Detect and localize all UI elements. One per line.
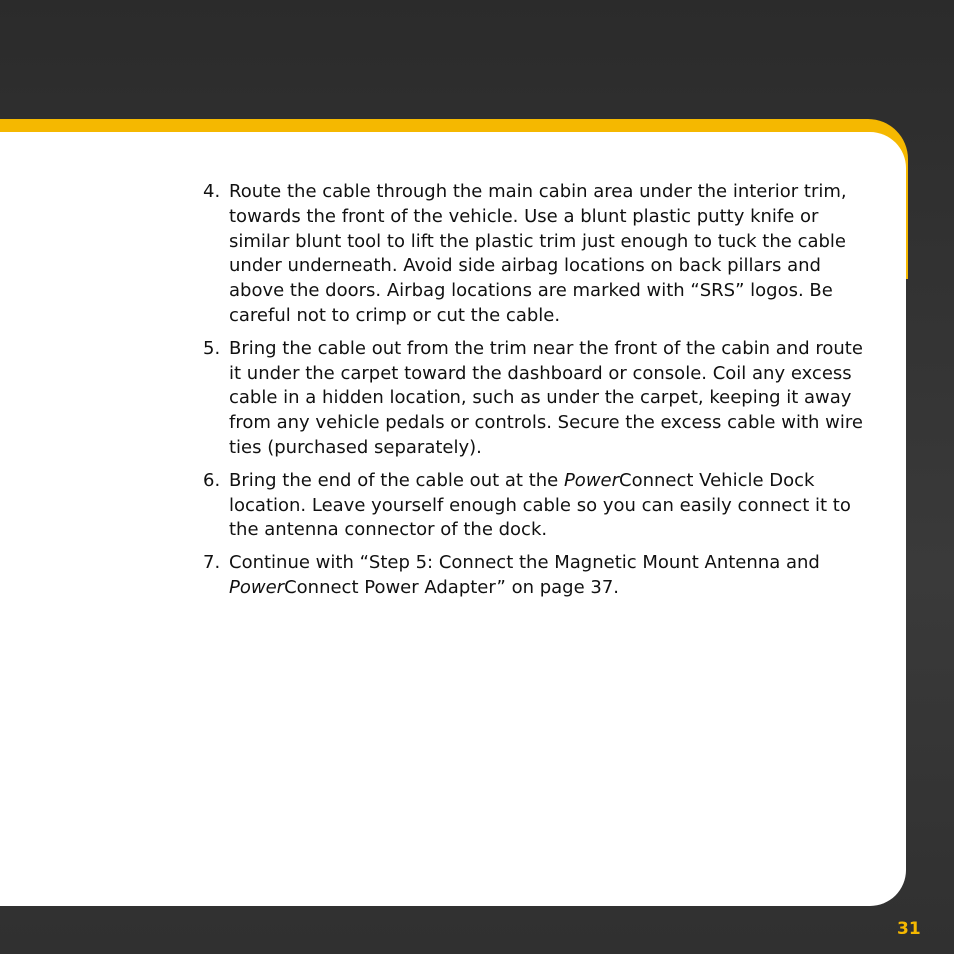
step-text-before: Bring the end of the cable out at the [229, 469, 564, 491]
step-5 [203, 337, 873, 461]
step-4 [203, 180, 873, 329]
step-number: 4. [203, 181, 221, 202]
step-text: Route the cable through the main cabin area under the interior trim, towards the front of the vehicle. Use a blunt plastic putty knife or similar blunt tool to lift the plastic trim just enough to tuck the cable under underneath. Avoid side airbag locations on back pillars and above the doors. Airbag locations are marked with “SRS” logos. Be careful not to crimp or cut the cable. [229, 181, 847, 326]
page-number: 31 [897, 919, 921, 939]
step-6 [203, 469, 873, 543]
instruction-steps [203, 180, 873, 609]
step-text: Bring the cable out from the trim near the front of the cabin and route it under the carpet toward the dashboard or console. Coil any excess cable in a hidden location, such as under the carpet, keeping it away from any vehicle pedals or controls. Secure the excess cable with wire ties (purchased separately). [229, 337, 863, 458]
step-text-after: Connect Power Adapter” on page 37. [284, 576, 620, 598]
step-number: 7. [203, 552, 221, 574]
step-text [229, 552, 820, 598]
step-text-after: Connect Vehicle Dock location. Leave yourself enough cable so you can easily connect it to the antenna connector of the dock. [229, 469, 851, 541]
step-number: 5. [203, 337, 221, 359]
step-7 [203, 551, 873, 601]
brand-name-italic: Power [229, 576, 285, 598]
step-text [229, 470, 851, 541]
step-number: 6. [203, 469, 221, 491]
brand-name-italic: Power [563, 469, 620, 491]
step-text-before: Continue with “Step 5: Connect the Magnetic Mount Antenna and [229, 552, 820, 574]
